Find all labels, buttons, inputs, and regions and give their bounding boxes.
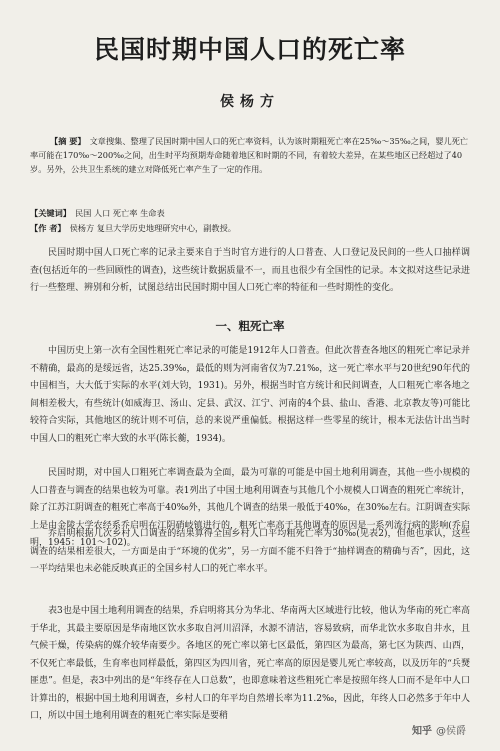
abstract-label: 【摘 要】 <box>50 136 86 146</box>
watermark <box>412 722 466 737</box>
body-paragraph-3: 乔启明根据几次乡村人口调查的结果算得全国乡村人口平均粗死亡率为30‰(见表2)，但他也承认，这些调查的结果相差很大，一方面是由于“环境的优劣”，另一方面不能不归咎于“抽样调查的精确与否”，因此，这一平均结果也未必能反映真正的全国乡村人口的死亡率水平。 <box>30 529 470 574</box>
intro-paragraph: 民国时期中国人口死亡率的记录主要来自于当时官方进行的人口普查、人口登记及民间的一些人口抽样调查(包括近年的一些回顾性的调查)，这些统计数据质量不一，而且也很少有全国性的记录。本文拟对这些记录进行一些整理、辨别和分析，试图总结出民国时期中国人口死亡率的特征和一些时期性的变化。 <box>30 248 470 293</box>
body-paragraph-2: 民国时期，对中国人口粗死亡率调查最为全面，最为可靠的可能是中国土地利用调查，其他一些小规模的人口普查与调查的结果也较为可靠。表1列出了中国土地利用调查与其他几个小规模人口调查的粗死亡率统计，除了江苏江阴调查的粗死亡率高于40‰外，其他几个调查的结果一般低于40‰，在30‰左右。江阴调查实际上是由金陵大学农经系乔启明在江阴硝岐镇进行的，粗死亡率高于其他调查的原因是一系列流行病的影响(乔启明，1945：101～102)。 <box>30 468 470 548</box>
author-info-label: 【作 者】 <box>30 223 66 233</box>
watermark-text: @侯爵 <box>436 726 466 737</box>
abstract-block <box>30 134 470 176</box>
author-info-block <box>30 221 470 235</box>
body-paragraph-4: 表3也是中国土地利用调查的结果，乔启明将其分为华北、华南两大区域进行比较，他认为华南的死亡率高于华北，其最主要原因是华南地区饮水多取自河川沼泽，水源不清洁，容易致病，而华北饮水多取自井水，且气候干燥，传染病的媒介较华南要少。各地区的死亡率以第七区最低，第四区为最高，第七区为陕西、山西，不仅死亡率最低，生育率也同样最低，第四区为四川省，死亡率高的原因是婴儿死亡率较高，以及历年的“兵燹匪患”。但是，表3中列出的是“年终存在人口总数”，也即意味着这些粗死亡率是按照年终人口而不是年中人口计算出的，根据中国土地利用调查，乡村人口的年平均自然增长率为11.2‰，因此，年终人口必然多于年中人口，所以中国土地利用调查的粗死亡率实际是要稍 <box>30 606 470 721</box>
section-heading: 一、粗死亡率 <box>215 319 285 333</box>
zhihu-logo: 知乎 <box>412 726 432 737</box>
author-info-text: 侯杨方 复旦大学历史地理研究中心，副教授。 <box>69 223 236 233</box>
paper-title: 民国时期中国人口的死亡率 <box>93 35 406 64</box>
keywords-text: 民国 人口 死亡率 生命表 <box>74 208 165 218</box>
body-paragraph-1: 中国历史上第一次有全国性粗死亡率记录的可能是1912年人口普查。但此次普查各地区的粗死亡率记录并不精确，最高的是绥远省，达25.39‰，最低的则为河南省仅为7.21‰，这一死亡率水平与20世纪90年代的中国相当，大大低于实际的水平(刘大钧，1931)。另外，根据当时官方统计和民间调查，人口粗死亡率各地之间相差极大，有些统计(如威海卫、汤山、定县、武汉、江宁、河南的4个县、盐山、香港、北京教友等)可能比较符合实际，其他地区的统计则不可信，总的来说严重偏低。根据这样一些零星的统计，根本无法估计出当时中国人口的粗死亡率大致的水平(陈长蘅，1934)。 <box>30 346 470 444</box>
keywords-label: 【关键词】 <box>30 208 71 218</box>
abstract-text: 文章搜集、整理了民国时期中国人口的死亡率资料，认为该时期粗死亡率在25‰～35‰之间，婴儿死亡率可能在170‰～200‰之间，出生时平均预期寿命随着地区和时期的不同，有着较大差异，在某些地区已经超过了40岁。另外，公共卫生系统的建立对降低死亡率产生了一定的作用。 <box>30 136 469 174</box>
paper-author: 侯杨方 <box>220 94 280 110</box>
keywords-block <box>30 206 470 220</box>
